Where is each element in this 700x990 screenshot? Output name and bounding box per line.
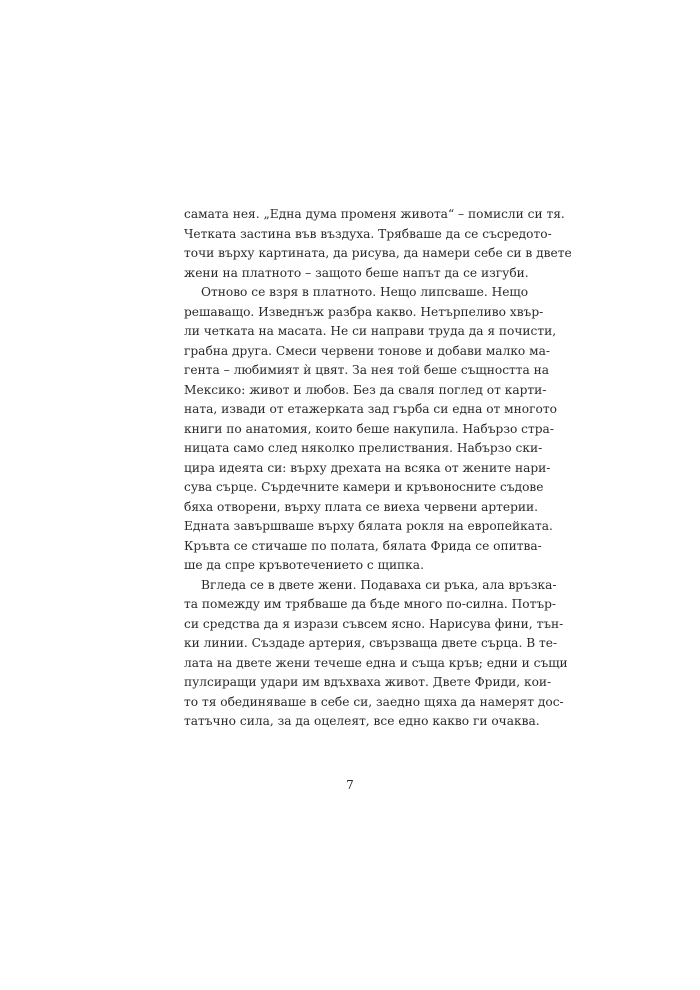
text-line: ки линии. Създаде артерия, свързваща двете сърца. В те- — [184, 636, 558, 650]
paragraph — [184, 283, 557, 576]
text-line: та помежду им трябваше да бъде много по-силна. Потър- — [184, 597, 557, 611]
page-number: 7 — [346, 778, 354, 792]
text-line: цира идеята си: върху дрехата на всяка от жените нари- — [184, 460, 551, 475]
text-line: Едната завършваше върху бялата рокля на европейката. — [184, 519, 553, 533]
text-line: лата на двете жени течеше една и съща кръв; едни и същи — [184, 655, 568, 670]
text-line: жени на платното – защото беше напът да се изгуби. — [184, 265, 529, 280]
text-line: ли четката на масата. Не си направи труда да я почисти, — [184, 324, 557, 338]
text-line: книги по анатомия, които беше накупила. Набързо стра- — [184, 421, 554, 436]
paragraph — [184, 576, 568, 732]
text-line: си средства да я изрази съвсем ясно. Нарисува фини, тън- — [184, 616, 564, 631]
text-line: гента – любимият ѝ цвят. За нея той беше същността на — [184, 363, 550, 377]
text-line: Вгледа се в двете жени. Подаваха си ръка, ала връзка- — [201, 577, 557, 592]
text-line: ната, извади от етажерката зад гърба си една от многото — [184, 402, 557, 416]
text-line: точи върху картината, да рисува, да намери себе си в двете — [184, 246, 572, 260]
text-line: Четката застина във въздуха. Трябваше да се съсредото- — [184, 226, 552, 241]
paragraph — [184, 205, 572, 283]
text-line: Отново се взря в платното. Нещо липсваше. Нещо — [201, 285, 529, 299]
text-line: решаващо. Изведнъж разбра какво. Нетърпеливо хвър- — [184, 304, 544, 319]
text-line: Мексико: живот и любов. Без да сваля поглед от карти- — [184, 382, 547, 397]
text-line: сува сърце. Сърдечните камери и кръвоносните съдове — [184, 480, 544, 494]
text-line: то тя обединяваше в себе си, заедно щяха да намерят дос- — [184, 694, 564, 709]
text-line: самата нея. „Една дума променя живота“ – помисли си тя. — [184, 207, 565, 221]
text-line: пулсиращи удари им вдъхваха живот. Двете Фриди, кои- — [184, 675, 552, 689]
text-line: Кръвта се стичаше по полата, бялата Фрида се опитва- — [184, 538, 542, 553]
text-line: бяха отворени, върху плата се виеха червени артерии. — [184, 499, 539, 514]
text-line: грабна друга. Смеси червени тонове и добави малко ма- — [184, 343, 551, 358]
text-line: ше да спре кръвотечението с щипка. — [184, 558, 424, 572]
body-text — [184, 205, 572, 732]
text-line: ницата само след няколко прелиствания. Набързо ски- — [184, 441, 543, 455]
text-line: татъчно сила, за да оцелеят, все едно какво ги очаква. — [184, 714, 540, 728]
